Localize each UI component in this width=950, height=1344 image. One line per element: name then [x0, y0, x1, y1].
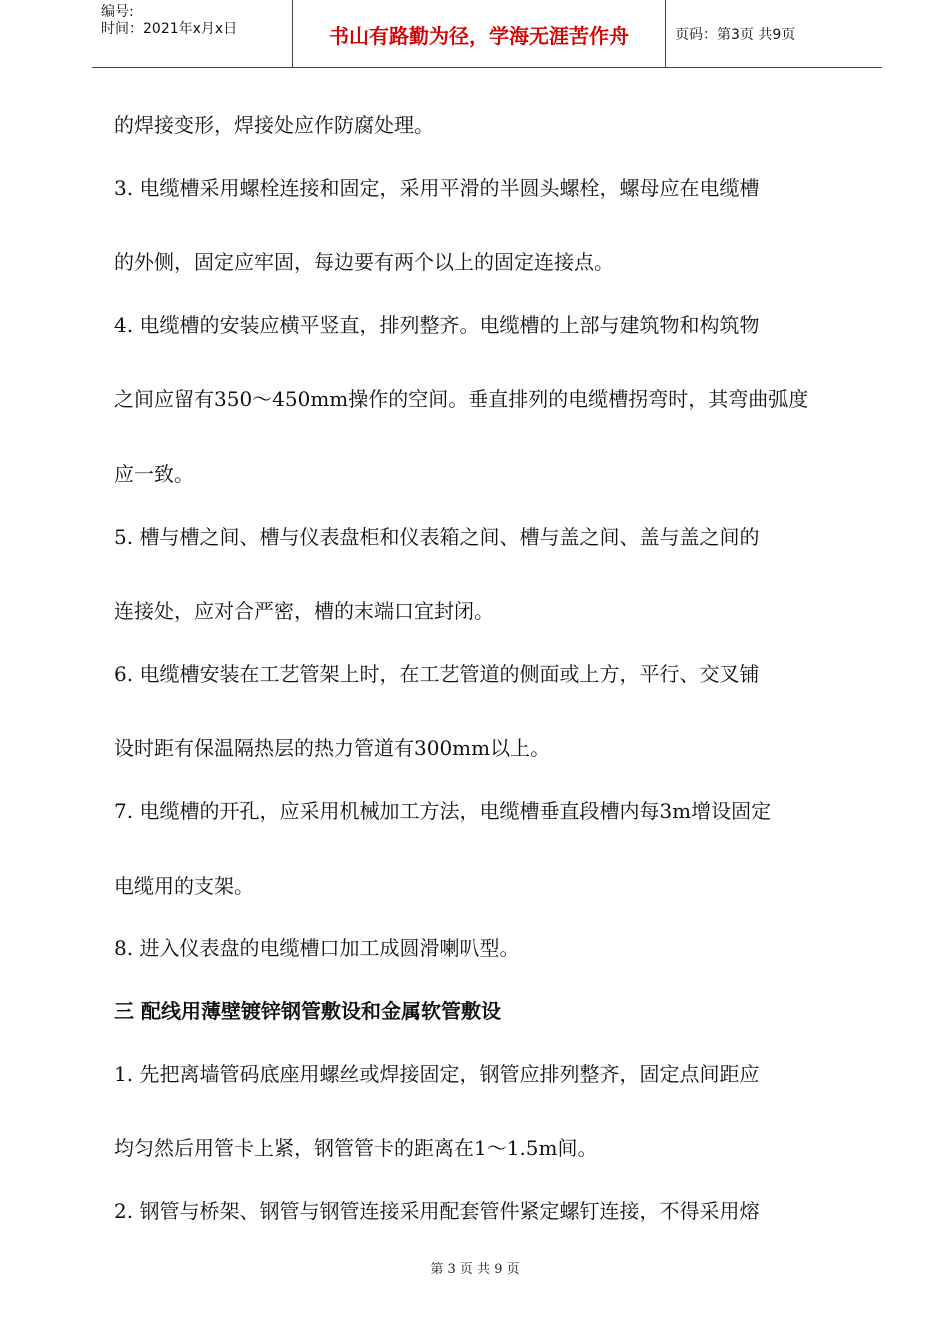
- header-meta: [92, 0, 293, 68]
- page-footer: 第 3 页 共 9 页: [430, 1262, 520, 1277]
- text-line: 3. 电缆槽采用螺栓连接和固定，采用平滑的半圆头螺栓，螺母应在电缆槽: [114, 176, 760, 200]
- text-line: 的外侧，固定应牢固，每边要有两个以上的固定连接点。: [114, 250, 614, 274]
- text-line: 电缆用的支架。: [114, 874, 254, 898]
- header-page-info: 页码：第3页 共9页: [675, 27, 796, 43]
- text-line: 应一致。: [114, 462, 194, 486]
- text-line: 均匀然后用管卡上紧，钢管管卡的距离在1～1.5m间。: [114, 1136, 598, 1160]
- text-line: 的焊接变形，焊接处应作防腐处理。: [114, 113, 434, 137]
- page-header: [92, 0, 882, 68]
- serial-label: 编号:: [101, 4, 134, 20]
- text-line: 8. 进入仪表盘的电缆槽口加工成圆滑喇叭型。: [114, 936, 520, 960]
- text-line: 6. 电缆槽安装在工艺管架上时，在工艺管道的侧面或上方，平行、交叉铺: [114, 662, 760, 686]
- text-line: 1. 先把离墙管码底座用螺丝或焊接固定，钢管应排列整齐，固定点间距应: [114, 1062, 760, 1086]
- section-heading: 三 配线用薄壁镀锌钢管敷设和金属软管敷设: [114, 999, 501, 1023]
- text-line: 连接处，应对合严密，槽的末端口宜封闭。: [114, 599, 494, 623]
- time-label: 时间：2021年x月x日: [101, 21, 238, 37]
- text-line: 之间应留有350～450mm操作的空间。垂直排列的电缆槽拐弯时，其弯曲弧度: [114, 387, 809, 411]
- text-line: 4. 电缆槽的安装应横平竖直，排列整齐。电缆槽的上部与建筑物和构筑物: [114, 313, 760, 337]
- header-motto: 书山有路勤为径，学海无涯苦作舟: [293, 0, 666, 68]
- text-line: 2. 钢管与桥架、钢管与钢管连接采用配套管件紧定螺钉连接，不得采用熔: [114, 1199, 760, 1223]
- text-line: 7. 电缆槽的开孔，应采用机械加工方法，电缆槽垂直段槽内每3m增设固定: [114, 799, 772, 823]
- text-line: 5. 槽与槽之间、槽与仪表盘柜和仪表箱之间、槽与盖之间、盖与盖之间的: [114, 525, 760, 549]
- text-line: 设时距有保温隔热层的热力管道有300mm以上。: [114, 736, 551, 760]
